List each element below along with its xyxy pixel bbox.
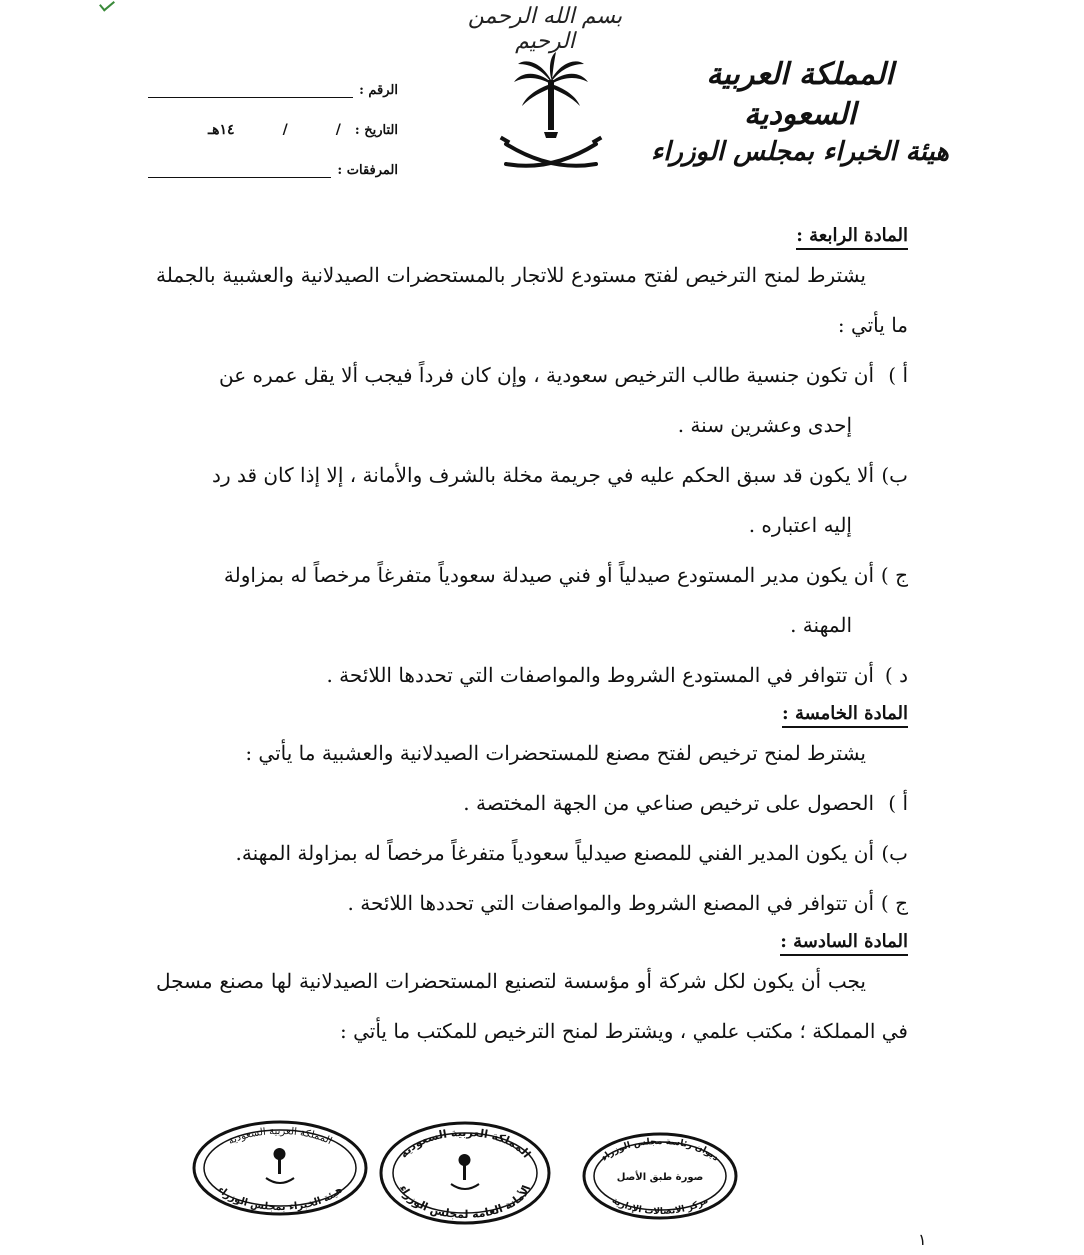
list-item: [156, 878, 908, 928]
basmala: بسم الله الرحمن الرحيم: [467, 4, 623, 54]
item-marker: أ ): [888, 363, 908, 387]
item-text: الحصول على ترخيص صناعي من الجهة المختصة .: [463, 791, 874, 815]
list-item: [156, 550, 908, 650]
item-continuation: إحدى وعشرين سنة .: [677, 413, 852, 437]
item-marker: ب): [881, 463, 908, 487]
article-5: [156, 700, 908, 928]
reference-field: [148, 58, 398, 98]
item-text: أن يكون مدير المستودع صيدلياً أو فني صيدلة سعودياً متفرغاً مرخصاً له بمزاولة: [223, 563, 874, 587]
stamp-true-copy: [580, 1130, 740, 1222]
item-marker: ج ): [880, 891, 908, 915]
article-6: [156, 928, 908, 1056]
reference-label: الرقم :: [359, 83, 398, 98]
list-item: [156, 778, 908, 828]
stamp-text-bottom: مركز الاتصالات الإدارية: [609, 1195, 711, 1218]
document-body: [156, 222, 908, 1056]
org-name-line2: هيئة الخبراء بمجلس الوزراء: [650, 137, 949, 167]
article-heading: المادة السادسة :: [780, 931, 908, 956]
item-text-block: [156, 450, 874, 550]
date-year-suffix: ١٤هـ: [208, 122, 235, 138]
list-item: [156, 828, 908, 878]
item-marker: أ ): [888, 791, 908, 815]
stamps-row: [190, 1118, 750, 1228]
article-heading: المادة الخامسة :: [782, 703, 908, 728]
stamp-text-top: المملكة العربية السعودية: [226, 1125, 334, 1148]
item-marker: د ): [884, 663, 908, 687]
item-text: أن يكون المدير الفني للمصنع صيدلياً سعودياً متفرغاً مرخصاً له بمزاولة المهنة.: [235, 841, 874, 865]
corner-tick-mark: [99, 0, 115, 12]
letterhead-organization: [650, 55, 950, 169]
item-marker: ج ): [880, 563, 908, 587]
stamp-text-top: ديوان رئاسة مجلس الوزراء: [599, 1136, 721, 1164]
date-field: [148, 98, 398, 138]
stamp-text-center: صورة طبق الأصل: [616, 1172, 704, 1183]
stamp-text-top: المملكة العربية السعودية: [396, 1125, 534, 1161]
list-item: [156, 650, 908, 700]
article-intro: يشترط لمنح ترخيص لفتح مصنع للمستحضرات الصيدلانية والعشبية ما يأتي :: [245, 741, 866, 765]
letterhead-reference-block: [148, 58, 398, 178]
svg-text:المملكة العربية السعودية: [227, 1126, 334, 1147]
attachments-field: [148, 138, 398, 178]
article-intro: يجب أن يكون لكل شركة أو مؤسسة لتصنيع المستحضرات الصيدلانية لها مصنع مسجل في المملكة ؛ مكتب علمي ، ويشترط لمنح الترخيص للمكتب ما يأتي :: [156, 969, 908, 1043]
article-heading: المادة الرابعة :: [796, 225, 908, 250]
date-label: التاريخ :: [354, 123, 398, 138]
stamp-text-bottom: هيئة الخبراء بمجلس الوزراء: [215, 1184, 345, 1214]
item-text: أن تكون جنسية طالب الترخيص سعودية ، وإن كان فرداً فيجب ألا يقل عمره عن: [219, 363, 874, 387]
article-intro: يشترط لمنح الترخيص لفتح مستودع للاتجار بالمستحضرات الصيدلانية والعشبية بالجملة ما يأتي :: [156, 263, 908, 337]
item-continuation: المهنة .: [790, 613, 852, 637]
attachments-line: [148, 167, 331, 178]
item-text: أن تتوافر في المصنع الشروط والمواصفات التي تحددها اللائحة .: [347, 891, 874, 915]
saudi-emblem-icon: [496, 52, 606, 182]
item-text-block: [156, 350, 874, 450]
stamp-general-secretariat: [375, 1118, 555, 1228]
stamp-text-bottom: الأمانة العامة لمجلس الوزراء: [396, 1183, 534, 1222]
item-text: أن تتوافر في المستودع الشروط والمواصفات التي تحددها اللائحة .: [326, 663, 874, 687]
item-marker: ب): [881, 841, 908, 865]
org-name-line1: المملكة العربية السعودية: [706, 57, 894, 132]
page-number: ١: [918, 1230, 927, 1249]
stamp-experts-commission: [190, 1118, 370, 1218]
list-item: [156, 450, 908, 550]
item-continuation: إليه اعتباره .: [748, 513, 852, 537]
date-sep-1: /: [335, 122, 341, 138]
attachments-label: المرفقات :: [337, 163, 398, 178]
item-text: ألا يكون قد سبق الحكم عليه في جريمة مخلة بالشرف والأمانة ، إلا إذا كان قد رد: [212, 463, 874, 487]
date-placeholder: [148, 122, 349, 138]
date-sep-2: /: [282, 122, 288, 138]
reference-line: [148, 87, 353, 98]
article-4: [156, 222, 908, 700]
list-item: [156, 350, 908, 450]
item-text-block: [156, 550, 874, 650]
